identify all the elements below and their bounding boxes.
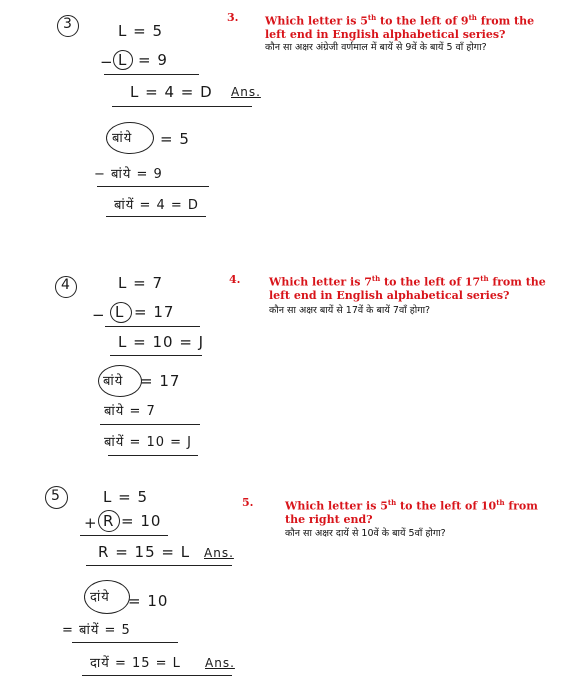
ordinal-suffix: th [496, 498, 505, 507]
work-line-3: L = 4 = D [130, 83, 213, 101]
divider [100, 424, 200, 425]
work-op: − [92, 306, 106, 324]
answer-label: Ans. [231, 85, 261, 99]
ordinal-suffix: th [371, 274, 381, 283]
work-line-1: L = 7 [118, 274, 164, 292]
hindi-line-3: बांयें = 4 = D [114, 198, 199, 213]
work-letter: R [103, 512, 115, 530]
hindi-line-1: = 10 [128, 592, 169, 610]
work-line-3: L = 10 = J [118, 333, 205, 351]
work-op: + [84, 514, 98, 532]
hindi-line-3: बांयें = 10 = J [104, 435, 193, 450]
divider [108, 455, 198, 456]
divider [112, 106, 252, 107]
work-line-2: = 17 [134, 303, 175, 321]
hindi-word: बांये [103, 374, 124, 389]
divider [106, 216, 206, 217]
ordinal-suffix: th [387, 498, 397, 507]
hindi-line-2: बांये = 7 [104, 404, 156, 419]
hindi-word: बांये [112, 131, 133, 146]
divider [110, 355, 202, 356]
work-line-1: L = 5 [103, 488, 149, 506]
divider [86, 565, 232, 566]
question-number: 4. [229, 273, 241, 286]
divider [82, 675, 232, 676]
question-text [285, 496, 559, 526]
question-hindi: कौन सा अक्षर बायें से 17वें के बायें 7वाँ होगा? [269, 305, 431, 316]
ordinal-suffix: th [367, 13, 377, 22]
question-text-part: from the left end in English alphabetical series? [269, 275, 546, 302]
question-text [265, 11, 555, 41]
question-text-part: from the left end in English alphabetical series? [265, 14, 535, 41]
work-line-2: = 10 [121, 512, 162, 530]
work-letter: L [115, 303, 125, 321]
divider [104, 74, 199, 75]
work-line-2: = 9 [138, 51, 168, 69]
ordinal-suffix: th [480, 274, 489, 283]
step-number: 4 [61, 277, 71, 293]
question-text-part: to the left of 9 [376, 14, 469, 28]
work-letter: L [118, 51, 128, 69]
question-text [269, 272, 556, 302]
divider [72, 642, 178, 643]
divider [105, 326, 200, 327]
work-line-3: R = 15 = L [98, 543, 191, 561]
question-number: 5. [242, 496, 254, 509]
question-text-part: Which letter is 5 [265, 14, 368, 28]
hindi-line-3: दायें = 15 = L [90, 656, 181, 671]
hindi-line-2: − बांये = 9 [94, 167, 163, 182]
question-number: 3. [227, 11, 239, 24]
question-text-part: Which letter is 5 [285, 499, 388, 513]
step-number: 5 [51, 488, 61, 504]
ordinal-suffix: th [468, 13, 477, 22]
question-text-part: to the left of 17 [380, 275, 481, 289]
divider [97, 186, 209, 187]
work-op: − [100, 53, 114, 71]
question-text-part: from the right end? [285, 499, 538, 526]
work-line-1: L = 5 [118, 22, 164, 40]
hindi-line-1: = 5 [160, 130, 190, 148]
hindi-word: दांये [90, 590, 110, 605]
answer-label: Ans. [205, 656, 235, 670]
answer-label: Ans. [204, 546, 234, 560]
question-hindi: कौन सा अक्षर अंग्रेजी वर्णमाल में बायें से 9वें के बायें 5 वाँ होगा? [265, 42, 487, 53]
hindi-line-1: = 17 [140, 372, 181, 390]
question-hindi: कौन सा अक्षर दायें से 10वें के बायें 5वाँ होगा? [285, 528, 446, 539]
divider [80, 535, 168, 536]
question-text-part: Which letter is 7 [269, 275, 372, 289]
hindi-line-2: = बांयें = 5 [62, 623, 131, 638]
question-text-part: to the left of 10 [396, 499, 497, 513]
step-number: 3 [63, 16, 73, 32]
